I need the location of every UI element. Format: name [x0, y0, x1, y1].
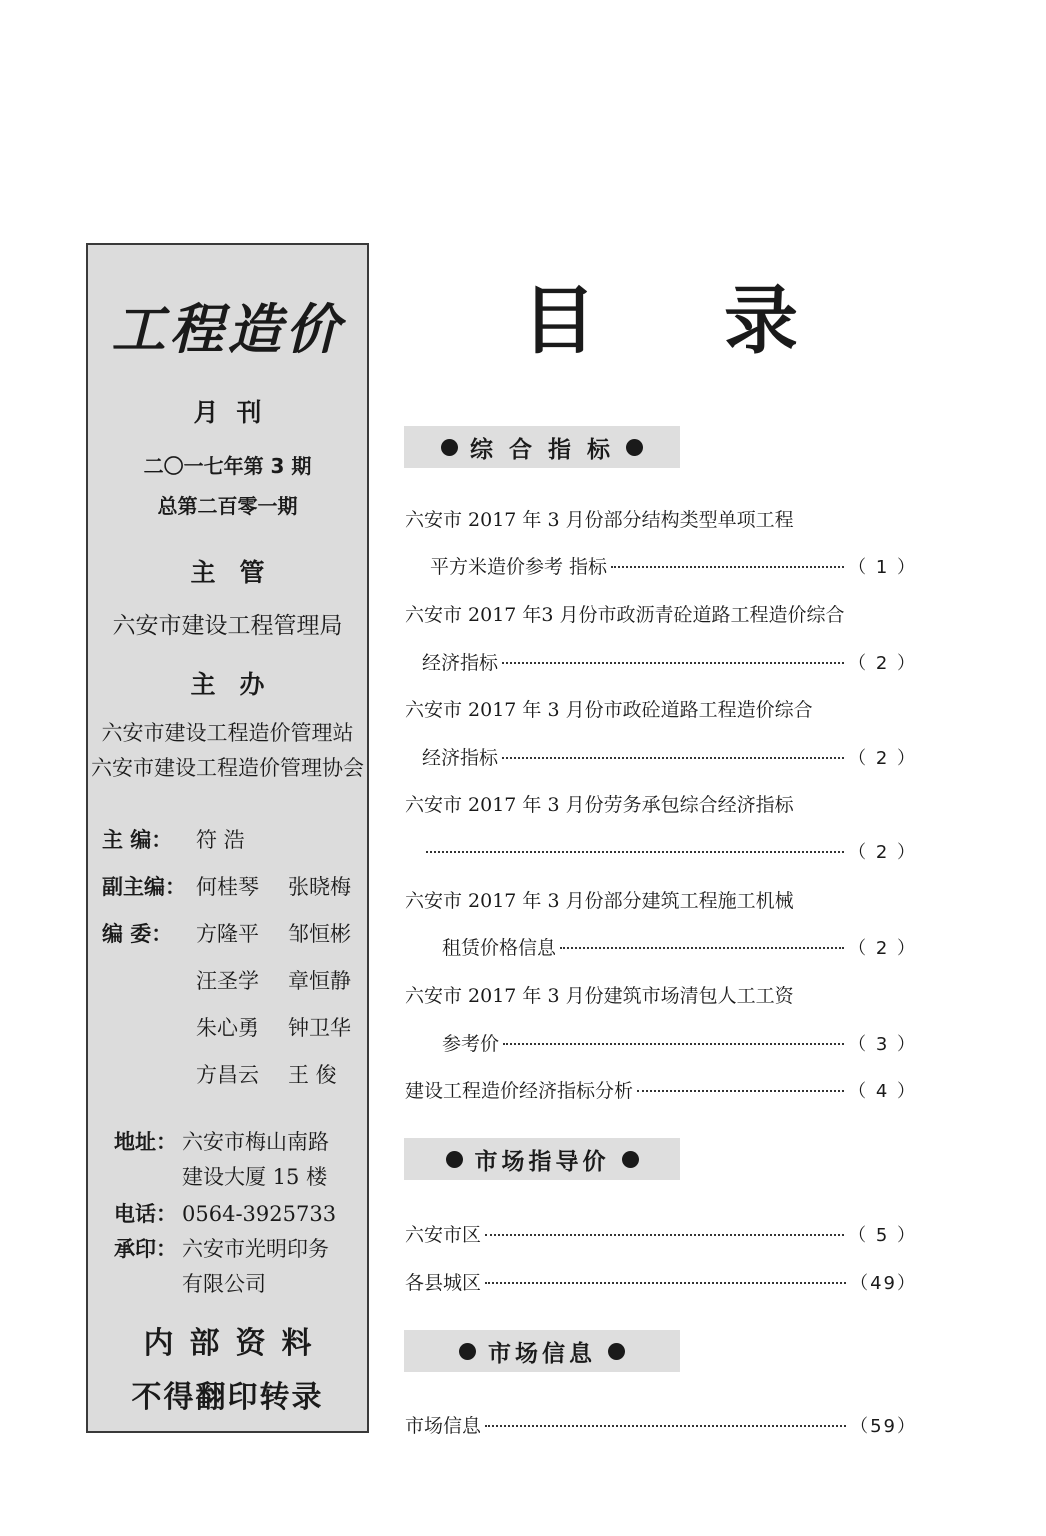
dot-leader — [485, 1425, 846, 1427]
toc-entry-title: 六安市 2017 年3 月份市政沥青砼道路工程造价综合 — [405, 604, 845, 626]
staff-name: 方隆平 — [196, 922, 259, 946]
page-number: （ 2 ） — [848, 938, 917, 959]
toc-entry[interactable] — [405, 1268, 917, 1295]
frequency-label: 月刊 — [193, 398, 280, 427]
dot-leader — [502, 662, 844, 664]
toc-entry-text: 参考价 — [442, 1033, 500, 1055]
section-heading — [404, 426, 680, 468]
page-number: （ 5 ） — [848, 1225, 917, 1246]
total-issue-number: 总第二百零一期 — [157, 494, 298, 518]
section-heading-label: 市场信息 — [488, 1340, 596, 1367]
printer-value: 六安市光明印务 — [182, 1237, 329, 1261]
page-number: （ 2 ） — [848, 748, 917, 769]
phone-value: 0564-3925733 — [182, 1202, 337, 1226]
magazine-title: 工程造价 — [111, 297, 344, 361]
phone-label: 电话： — [114, 1202, 177, 1226]
toc-entry[interactable] — [422, 648, 917, 675]
address-line-1 — [114, 1126, 329, 1156]
toc-entry-text: 建设工程造价经济指标分析 — [405, 1080, 634, 1102]
staff-row — [102, 1059, 337, 1089]
host-heading: 主办 — [190, 670, 289, 699]
toc-entry-title: 六安市 2017 年 3 月份市政砼道路工程造价综合 — [405, 699, 813, 721]
masthead-box — [86, 243, 369, 1433]
toc-entry-text: 各县城区 — [405, 1272, 482, 1294]
address-line-2 — [114, 1161, 327, 1191]
toc-entry-text: 经济指标 — [422, 747, 499, 769]
dot-leader — [426, 851, 844, 853]
issue-number: 二〇一七年第 3 期 — [143, 454, 312, 478]
address-label: 地址： — [114, 1130, 177, 1154]
bullet-icon — [608, 1343, 625, 1360]
section-heading — [404, 1138, 680, 1180]
toc-entry[interactable] — [430, 552, 917, 579]
staff-role: 主 编： — [102, 828, 173, 852]
page-number: （ 2 ） — [848, 653, 917, 674]
toc-entry[interactable] — [422, 838, 917, 864]
staff-name: 方昌云 — [196, 1063, 259, 1087]
dot-leader — [502, 757, 844, 759]
printer-line-1 — [114, 1233, 329, 1263]
page-number: （ 4 ） — [848, 1081, 917, 1102]
toc-entry[interactable] — [422, 743, 917, 770]
supervisor-heading: 主管 — [190, 558, 289, 587]
toc-entry[interactable] — [405, 1411, 917, 1438]
toc-entry[interactable] — [405, 1076, 917, 1103]
internal-notice: 内部资料 — [143, 1326, 328, 1361]
dot-leader — [503, 1043, 844, 1045]
supervisor-name: 六安市建设工程管理局 — [112, 613, 343, 639]
bullet-icon — [626, 439, 643, 456]
toc-entry-title: 六安市 2017 年 3 月份建筑市场清包人工工资 — [405, 985, 794, 1007]
toc-entry-title: 六安市 2017 年 3 月份部分建筑工程施工机械 — [405, 890, 794, 912]
dot-leader — [637, 1090, 844, 1092]
staff-role: 副主编： — [102, 875, 186, 899]
staff-row — [102, 918, 351, 948]
page-number: （ 2 ） — [848, 842, 917, 863]
staff-name: 何桂琴 — [196, 875, 259, 899]
address-value: 六安市梅山南路 — [182, 1130, 329, 1154]
toc-entry[interactable] — [442, 933, 917, 960]
bullet-icon — [459, 1343, 476, 1360]
toc-entry-text: 六安市区 — [405, 1224, 482, 1246]
page-number: （59） — [850, 1416, 917, 1437]
bullet-icon — [446, 1151, 463, 1168]
toc-entry[interactable] — [405, 1220, 917, 1247]
staff-row — [102, 871, 351, 901]
host-name-2: 六安市建设工程造价管理协会 — [91, 756, 364, 780]
toc-entry-text: 平方米造价参考 指标 — [430, 556, 608, 578]
page-number: （ 3 ） — [848, 1034, 917, 1055]
page-number: （ 1 ） — [848, 557, 917, 578]
toc-entry-text: 租赁价格信息 — [442, 937, 557, 959]
toc-entry-text: 市场信息 — [405, 1415, 482, 1437]
staff-role: 编 委： — [102, 922, 173, 946]
dot-leader — [560, 947, 844, 949]
address-value: 建设大厦 15 楼 — [182, 1165, 328, 1189]
host-name-1: 六安市建设工程造价管理站 — [101, 721, 354, 745]
phone-line — [114, 1198, 336, 1228]
staff-name: 汪圣学 — [196, 969, 259, 993]
staff-name: 王 俊 — [288, 1063, 337, 1087]
staff-name: 邹恒彬 — [288, 922, 351, 946]
staff-name: 钟卫华 — [288, 1016, 351, 1040]
bullet-icon — [622, 1151, 639, 1168]
toc-entry-title: 六安市 2017 年 3 月份劳务承包综合经济指标 — [405, 794, 794, 816]
printer-value: 有限公司 — [182, 1272, 266, 1296]
printer-label: 承印： — [114, 1237, 177, 1261]
bullet-icon — [441, 439, 458, 456]
no-reprint-notice: 不得翻印转录 — [131, 1380, 324, 1415]
staff-name: 朱心勇 — [196, 1016, 259, 1040]
staff-row — [102, 824, 288, 854]
staff-row — [102, 965, 351, 995]
toc-entry[interactable] — [442, 1029, 917, 1056]
section-heading-label: 市场指导价 — [474, 1148, 610, 1175]
staff-name: 张晓梅 — [288, 875, 351, 899]
dot-leader — [611, 566, 844, 568]
dot-leader — [485, 1282, 846, 1284]
printer-line-2 — [114, 1268, 266, 1298]
toc-entry-text: 经济指标 — [422, 652, 499, 674]
staff-name: 章恒静 — [288, 969, 351, 993]
staff-row — [102, 1012, 351, 1042]
section-heading-label: 综 合 指 标 — [469, 436, 615, 463]
dot-leader — [485, 1234, 844, 1236]
page-number: （49） — [850, 1273, 917, 1294]
toc-entry-title: 六安市 2017 年 3 月份部分结构类型单项工程 — [405, 509, 794, 531]
toc-title: 目录 — [522, 278, 926, 364]
staff-name: 符 浩 — [196, 828, 245, 852]
section-heading — [404, 1330, 680, 1372]
